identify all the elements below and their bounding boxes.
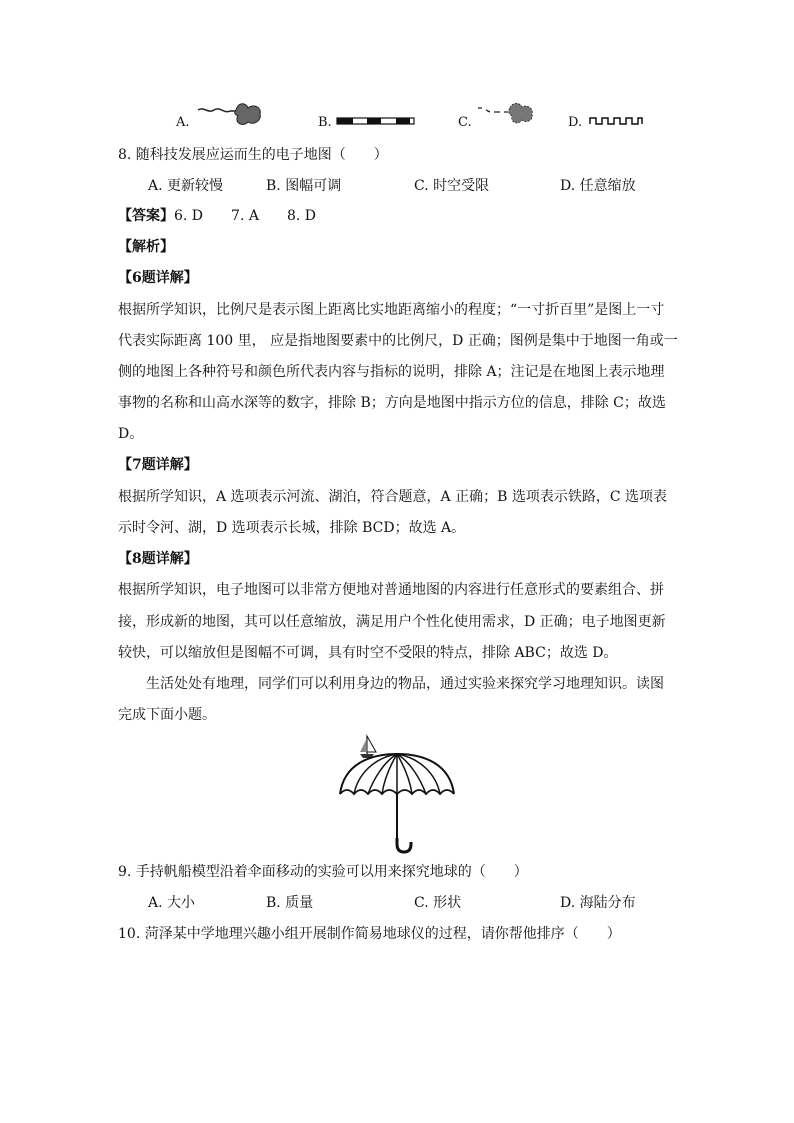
q8-option-b: B. 图幅可调 [266,178,342,194]
figure-option-b-label: B. [318,115,332,130]
q6-detail-line: 侧的地图上各种符号和颜色所代表内容与指标的说明，排除 A；注记是在地图上表示地理 [118,364,665,380]
great-wall-icon [588,100,644,130]
q9-option-b: B. 质量 [266,895,314,911]
q8-option-a: A. 更新较慢 [148,178,224,194]
answer-text: 6. D 7. A 8. D [174,208,316,224]
answer-tag: 【答案】 [118,208,174,224]
q6-detail-line: 根据所学知识，比例尺是表示图上距离比实地距离缩小的程度；“一寸折百里”是图上一寸 [118,302,665,318]
intro-line: 生活处处有地理，同学们可以利用身边的物品，通过实验来探究学习地理知识。读图 [118,676,664,692]
answer-line [118,206,316,226]
figure-option-c-label: C. [458,115,472,130]
question-10-stem: 10. 菏泽某中学地理兴趣小组开展制作简易地球仪的过程，请你帮他排序（ ） [118,926,621,942]
q7-detail-line: 示时令河、湖，D 选项表示长城，排除 BCD；故选 A。 [118,520,466,536]
q6-detail-line: 代表实际距离 100 里， 应是指地图要素中的比例尺，D 正确；图例是集中于地图一角或一 [118,333,678,349]
q9-option-c: C. 形状 [414,895,462,911]
question-8-stem: 8. 随科技发展应运而生的电子地图（ ） [118,147,388,163]
q9-option-d: D. 海陆分布 [560,895,636,911]
q6-detail-line: D。 [118,426,144,442]
analysis-tag: 【解析】 [118,239,174,255]
q8-detail-line: 接，形成新的地图，其可以任意缩放，满足用户个性化使用需求，D 正确；电子地图更新 [118,614,666,630]
river-lake-icon [196,100,268,130]
q6-detail-tag: 【6题详解】 [118,270,198,286]
q8-detail-tag: 【8题详解】 [118,551,198,567]
question-9-stem: 9. 手持帆船模型沿着伞面移动的实验可以用来探究地球的（ ） [118,864,528,880]
q8-option-d: D. 任意缩放 [560,178,636,194]
q8-option-c: C. 时空受限 [414,178,490,194]
intro-line: 完成下面小题。 [118,707,216,723]
q7-detail-tag: 【7题详解】 [118,457,198,473]
umbrella-with-sailboat-icon [334,730,460,856]
q8-detail-line: 较快，可以缩放但是图幅不可调，具有时空不受限的特点，排除 ABC；故选 D。 [118,645,618,661]
q9-option-a: A. 大小 [148,895,196,911]
q8-detail-line: 根据所学知识，电子地图可以非常方便地对普通地图的内容进行任意形式的要素组合、拼 [118,582,664,598]
railway-icon [336,100,416,130]
q6-detail-line: 事物的名称和山高水深等的数字，排除 B；方向是地图中指示方位的信息，排除 C；故选 [118,395,666,411]
q7-detail-line: 根据所学知识，A 选项表示河流、湖泊，符合题意，A 正确；B 选项表示铁路，C 选项表 [118,489,668,505]
figure-option-d-label: D. [568,115,583,130]
seasonal-river-icon [476,100,538,130]
figure-option-a-label: A. [176,115,190,130]
